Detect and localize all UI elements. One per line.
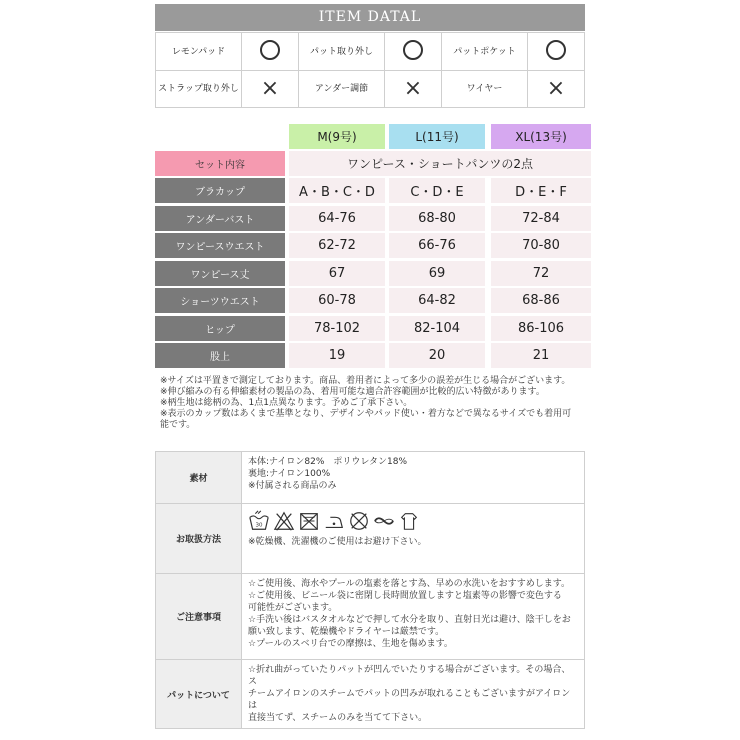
size-row bbox=[155, 288, 591, 313]
size-row-label: ブラカップ bbox=[155, 178, 285, 203]
caution-line: ☆ご使用後、海水やプールの塩素を落とす為、早めの水洗いをおすすめします。 bbox=[248, 579, 570, 589]
note-line: ※サイズは平置きで測定しております。商品、着用者によって多少の誤差が生じる場合がございます。 bbox=[160, 376, 571, 386]
note-line: ※表示のカップ数はあくまで基準となり、デザインやパッド使い・着方などで異なるサイズでも着用可能です。 bbox=[160, 409, 572, 430]
size-row bbox=[155, 178, 591, 203]
caution-label: ご注意事項 bbox=[156, 574, 242, 660]
circle-mark-icon bbox=[546, 40, 566, 60]
size-row-label: 股上 bbox=[155, 343, 285, 368]
size-value: 82-104 bbox=[389, 316, 485, 341]
size-value: 70-80 bbox=[491, 233, 591, 258]
caution-line: ☆ご使用後、ビニール袋に密閉し長時間放置しますと塩素等の影響で変色する bbox=[248, 591, 562, 601]
material-line: 裏地:ナイロン100% bbox=[248, 469, 331, 479]
feature-mark bbox=[385, 33, 442, 71]
feature-label: ワイヤー bbox=[442, 71, 528, 108]
item-detail-grid bbox=[155, 32, 585, 108]
size-value: 68-86 bbox=[491, 288, 591, 313]
item-detail-row bbox=[156, 71, 585, 108]
size-value: 64-76 bbox=[289, 206, 385, 231]
material-line: 本体:ナイロン82% ポリウレタン18% bbox=[248, 457, 408, 467]
care-line: ※乾燥機、洗濯機のご使用はお避け下さい。 bbox=[248, 537, 427, 547]
pad-line: 直接当てず、スチームのみを当てて下さい。 bbox=[248, 713, 428, 723]
size-value: 67 bbox=[289, 261, 385, 286]
material-label: 素材 bbox=[156, 452, 242, 504]
pad-label: パットについて bbox=[156, 660, 242, 729]
caution-line: 願い致します、乾燥機やドライヤーは厳禁です。 bbox=[248, 627, 445, 637]
feature-label: レモンパッド bbox=[156, 33, 242, 71]
size-value: D・E・F bbox=[491, 178, 591, 203]
size-value: 64-82 bbox=[389, 288, 485, 313]
feature-label: アンダー調節 bbox=[299, 71, 385, 108]
care-label: お取扱方法 bbox=[156, 504, 242, 574]
size-value: 72-84 bbox=[491, 206, 591, 231]
set-content-label: セット内容 bbox=[155, 151, 285, 176]
pad-line: ☆折れ曲がっていたりパットが凹んでいたりする場合がございます。その場合、ス bbox=[248, 665, 571, 687]
note-line: ※伸び縮みの有る伸縮素材の製品の為、着用可能な適合許容範囲が比較的広い特徴があります。 bbox=[160, 387, 545, 397]
size-header-m: M(9号) bbox=[289, 124, 385, 149]
caution-line: ☆手洗い後はバスタオルなどで押して水分を取り、直射日光は避け、陰干しをお bbox=[248, 615, 571, 625]
size-row-label: ショーツウエスト bbox=[155, 288, 285, 313]
size-value: 20 bbox=[389, 343, 485, 368]
size-value: 21 bbox=[491, 343, 591, 368]
size-header-xl: XL(13号) bbox=[491, 124, 591, 149]
svg-text:30: 30 bbox=[255, 522, 263, 529]
hand-wash-30-icon bbox=[248, 510, 270, 532]
pad-row bbox=[156, 660, 585, 729]
size-row bbox=[155, 233, 591, 258]
size-value: 68-80 bbox=[389, 206, 485, 231]
size-value: A・B・C・D bbox=[289, 178, 385, 203]
feature-mark bbox=[385, 71, 442, 108]
no-tumble-dry-icon bbox=[298, 510, 320, 532]
size-value: 60-78 bbox=[289, 288, 385, 313]
feature-label: パットポケット bbox=[442, 33, 528, 71]
care-body bbox=[242, 504, 585, 574]
caution-row bbox=[156, 574, 585, 660]
note-line: ※柄生地は総柄の為、1点1点異なります。予めご了承下さい。 bbox=[160, 398, 413, 408]
size-header-l: L(11号) bbox=[389, 124, 485, 149]
wring-gently-icon bbox=[373, 510, 395, 532]
size-notes bbox=[160, 376, 580, 431]
pad-body bbox=[242, 660, 585, 729]
size-value: 78-102 bbox=[289, 316, 385, 341]
item-detail-row bbox=[156, 33, 585, 71]
set-content-row bbox=[155, 151, 591, 176]
size-row bbox=[155, 206, 591, 231]
size-row-label: ワンピース丈 bbox=[155, 261, 285, 286]
size-value: 19 bbox=[289, 343, 385, 368]
material-table bbox=[155, 451, 585, 729]
feature-mark bbox=[528, 71, 585, 108]
feature-mark bbox=[528, 33, 585, 71]
cross-mark-icon: × bbox=[260, 76, 280, 102]
size-value: 66-76 bbox=[389, 233, 485, 258]
no-bleach-icon bbox=[273, 510, 295, 532]
no-dry-clean-icon bbox=[348, 510, 370, 532]
circle-mark-icon bbox=[260, 40, 280, 60]
cross-mark-icon: × bbox=[403, 76, 423, 102]
item-detail-title: ITEM DATAL bbox=[155, 4, 585, 31]
dry-flat-icon bbox=[398, 510, 420, 532]
material-body bbox=[242, 452, 585, 504]
size-row bbox=[155, 261, 591, 286]
cross-mark-icon: × bbox=[546, 76, 566, 102]
care-row bbox=[156, 504, 585, 574]
set-content-value: ワンピース・ショートパンツの2点 bbox=[289, 151, 591, 176]
feature-mark bbox=[242, 71, 299, 108]
caution-line: 可能性がございます。 bbox=[248, 603, 338, 613]
caution-line: ☆プールのスベリ台での摩擦は、生地を傷めます。 bbox=[248, 639, 453, 649]
caution-body bbox=[242, 574, 585, 660]
feature-label: ストラップ取り外し bbox=[156, 71, 242, 108]
circle-mark-icon bbox=[403, 40, 423, 60]
size-value: 69 bbox=[389, 261, 485, 286]
size-value: 72 bbox=[491, 261, 591, 286]
feature-label: パット取り外し bbox=[299, 33, 385, 71]
size-value: C・D・E bbox=[389, 178, 485, 203]
size-value: 62-72 bbox=[289, 233, 385, 258]
size-value: 86-106 bbox=[491, 316, 591, 341]
care-icons bbox=[248, 508, 578, 534]
size-row-label: ワンピースウエスト bbox=[155, 233, 285, 258]
size-row bbox=[155, 316, 591, 341]
size-row bbox=[155, 343, 591, 368]
material-line: ※付属される商品のみ bbox=[248, 481, 337, 491]
size-row-label: ヒップ bbox=[155, 316, 285, 341]
pad-line: チームアイロンのスチームでパットの凹みが取れることもございますがアイロンは bbox=[248, 689, 571, 711]
material-row bbox=[156, 452, 585, 504]
size-row-label: アンダーバスト bbox=[155, 206, 285, 231]
feature-mark bbox=[242, 33, 299, 71]
iron-low-icon bbox=[323, 510, 345, 532]
